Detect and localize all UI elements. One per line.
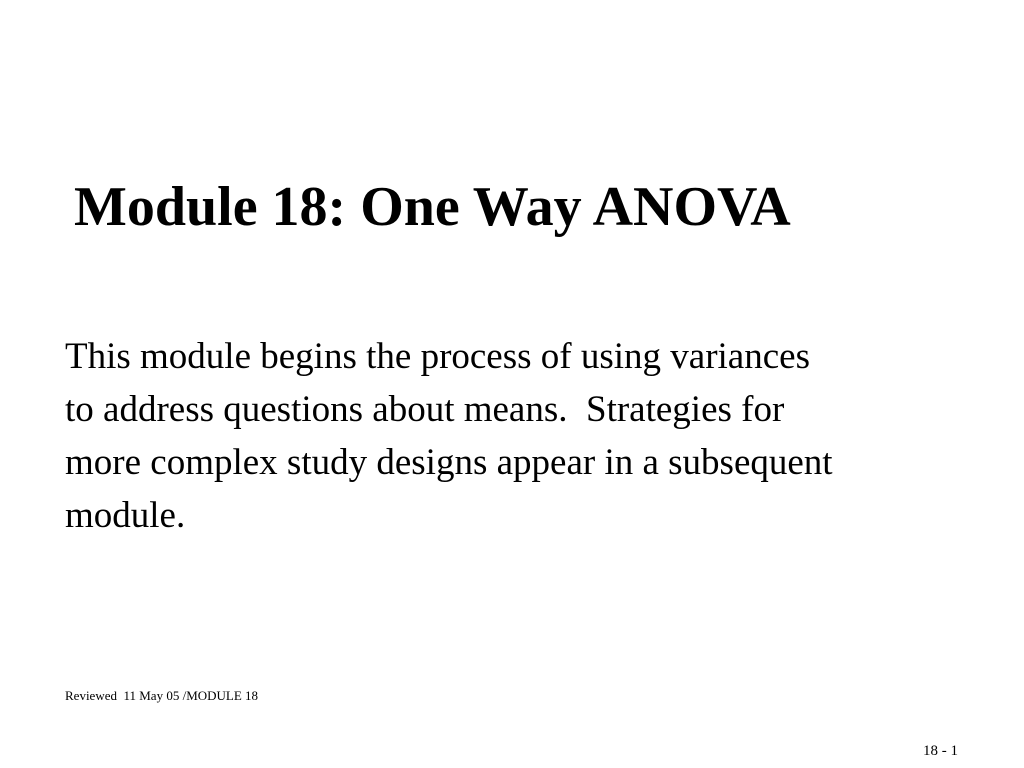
page-number: 18 - 1 bbox=[923, 743, 958, 759]
body-line: module. bbox=[65, 495, 186, 536]
slide-body-text bbox=[65, 330, 965, 542]
body-line: This module begins the process of using variances bbox=[65, 336, 810, 377]
slide-title: Module 18: One Way ANOVA bbox=[74, 176, 791, 238]
footer-reviewed-note: Reviewed 11 May 05 /MODULE 18 bbox=[65, 688, 259, 703]
body-line: to address questions about means. Strategies for bbox=[65, 389, 785, 430]
body-line: more complex study designs appear in a subsequent bbox=[65, 442, 833, 483]
